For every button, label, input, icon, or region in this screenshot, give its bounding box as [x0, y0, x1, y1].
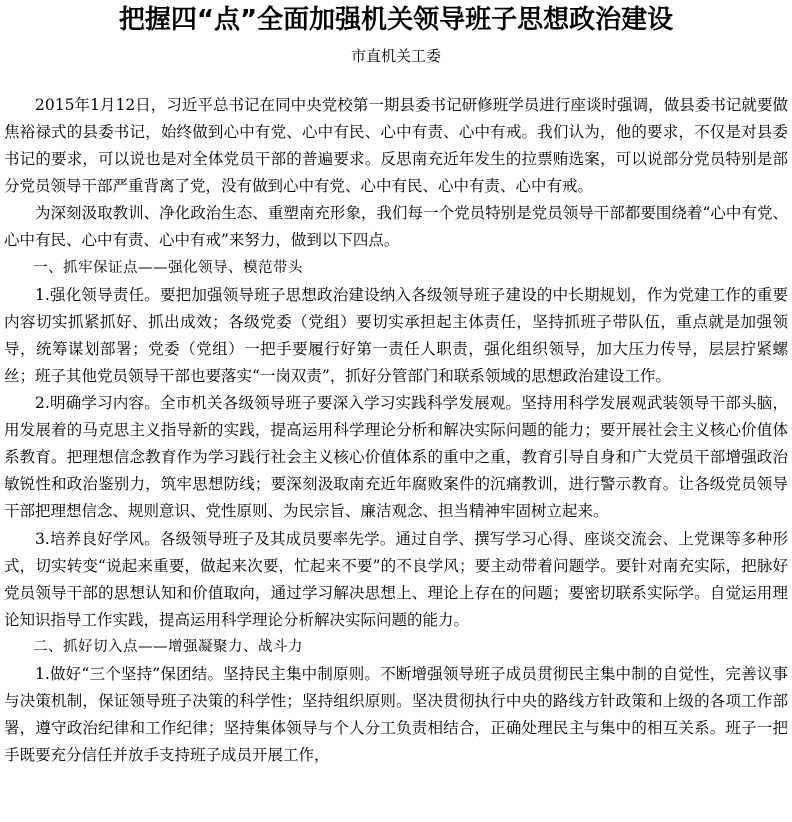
section-heading-2: 二、抓好切入点——增强凝聚力、战斗力 — [33, 638, 303, 655]
section-heading-1: 一、抓牢保证点——强化领导、模范带头 — [33, 259, 303, 276]
paragraph-s1-item-3: 3.培养良好学风。各级领导班子及其成员要率先学。通过自学、撰写学习心得、座谈交流会、上党课等多种形式，切实转变“说起来重要，做起来次要，忙起来不要”的不良学风；要主动带着问题学。要针对南充实际，把脉好党员领导干部的思想认知和价值取向，通过学习解决思想上、理论上存在的问题；要密切联系实际学。自觉运用理论知识指导工作实践，提高运用科学理论分析解决实际问题的能力。 — [4, 529, 788, 629]
paragraph-s2-item-1: 1.做好“三个坚持”保团结。坚持民主集中制原则。不断增强领导班子成员贯彻民主集中制的自觉性，完善议事与决策机制，保证领导班子决策的科学性；坚持组织原则。坚决贯彻执行中央的路线方针政策和上级的各项工作部署，遵守政治纪律和工作纪律；坚持集体领导与个人分工负责相结合，正确处理民主与集中的相互关系。班子一把手既要充分信任并放手支持班子成员开展工作， — [4, 664, 788, 765]
paragraph-intro-1: 2015年1月12日，习近平总书记在同中央党校第一期县委书记研修班学员进行座谈时强调，做县委书记就要做焦裕禄式的县委书记，始终做到心中有党、心中有民、心中有责、心中有戒。我们认为，他的要求，不仅是对县委书记的要求，可以说也是对全体党员干部的普遍要求。反思南充近年发生的拉票贿选案，可以说部分党员特别是部分党员领导干部严重背离了党，没有做到心中有党、心中有民、心中有责、心中有戒。 — [4, 96, 788, 196]
document-byline: 市直机关工委 — [350, 47, 441, 65]
paragraph-intro-2: 为深刻汲取教训、净化政治生态、重塑南充形象，我们每一个党员特别是党员领导干部都要围绕着“心中有党、心中有民、心中有责、心中有戒”来努力，做到以下四点。 — [4, 204, 788, 250]
paragraph-s1-item-1: 1.强化领导责任。要把加强领导班子思想政治建设纳入各级领导班子建设的中长期规划，作为党建工作的重要内容切实抓紧抓好、抓出成效；各级党委（党组）要切实承担起主体责任，坚持抓班子带队伍，重点就是加强领导，统筹谋划部署；党委（党组）一把手要履行好第一责任人职责，强化组织领导，加大压力传导，层层拧紧螺丝；班子其他党员领导干部也要落实“一岗双责”，抓好分管部门和联系领域的思想政治建设工作。 — [4, 285, 788, 385]
document-body — [4, 92, 788, 769]
document-title: 把握四“点”全面加强机关领导班子思想政治建设 — [118, 5, 674, 35]
paragraph-s1-item-2: 2.明确学习内容。全市机关各级领导班子要深入学习实践科学发展观。坚持用科学发展观武装领导干部头脑，用发展着的马克思主义指导新的实践，提高运用科学理论分析和解决实际问题的能力；要开展社会主义核心价值体系教育。把理想信念教育作为学习践行社会主义核心价值体系的重中之重，教育引导自身和广大党员干部增强政治敏锐性和政治鉴别力，筑牢思想防线；要深刻汲取南充近年腐败案件的沉痛教训，进行警示教育。让各级党员领导干部把理想信念、规则意识、党性原则、为民宗旨、廉洁观念、担当精神牢固树立起来。 — [4, 394, 788, 521]
